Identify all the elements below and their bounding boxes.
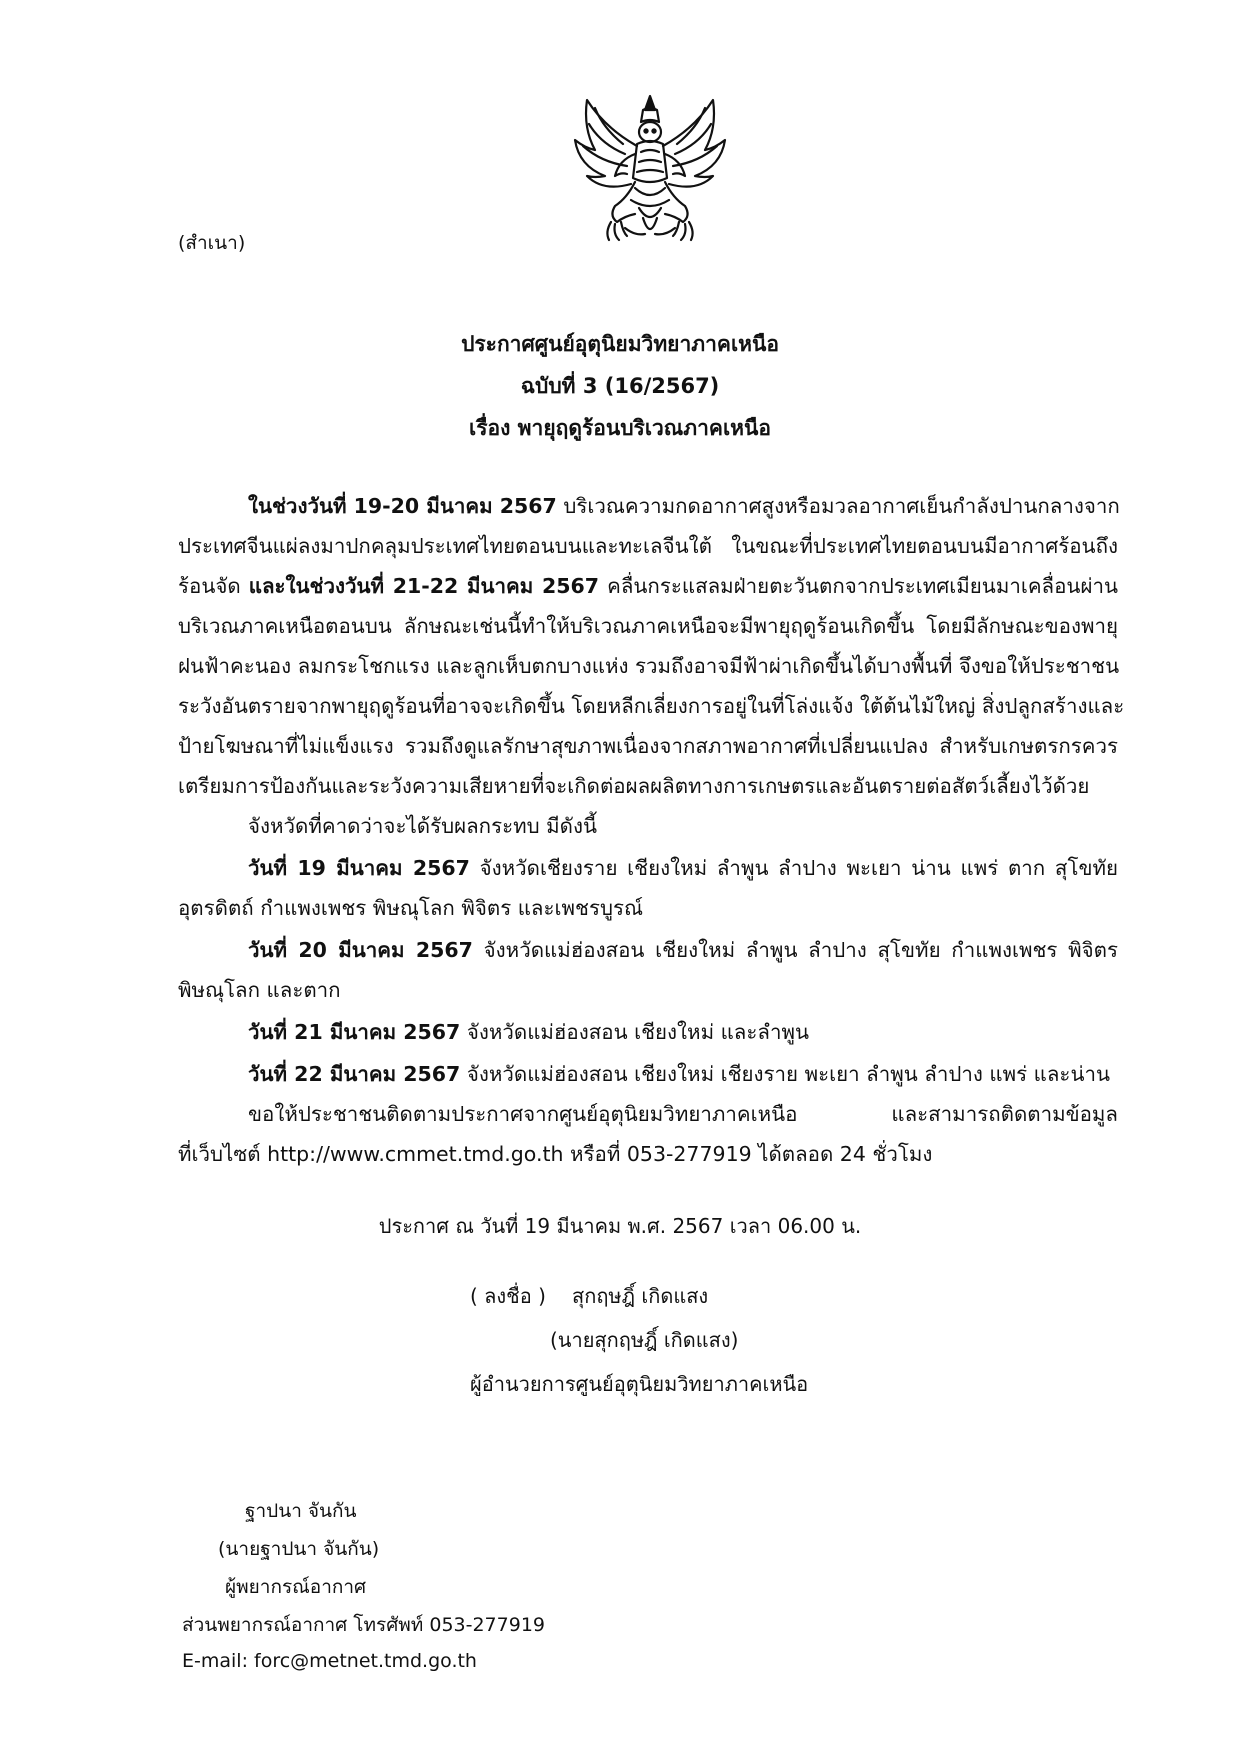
contact-email: E-mail: forc@metnet.tmd.go.th <box>182 1650 477 1672</box>
forecaster-role: ผู้พยากรณ์อากาศ <box>225 1576 367 1598</box>
date-range-bold: และในช่วงวันที่ 21-22 มีนาคม 2567 <box>248 574 600 598</box>
day-22-line <box>248 1058 1118 1091</box>
forecaster-full-name: (นายฐาปนา จันกัน) <box>218 1538 380 1560</box>
body-line: ฝนฟ้าคะนอง ลมกระโชกแรง และลูกเห็บตกบางแห่ง รวมถึงอาจมีฟ้าผ่าเกิดขึ้นได้บางพื้นที่ จึงขอให้ประชาชน <box>178 654 1120 678</box>
follow-notice: ขอให้ประชาชนติดตามประกาศจากศูนย์อุตุนิยมวิทยาภาคเหนือ และสามารถติดตามข้อมูล <box>248 1102 1118 1126</box>
date-range-bold: ในช่วงวันที่ 19-20 มีนาคม 2567 <box>248 494 557 518</box>
body-line: บริเวณภาคเหนือตอนบน ลักษณะเช่นนี้ทำให้บริเวณภาคเหนือจะมีพายุฤดูร้อนเกิดขึ้น โดยมีลักษณะของพายุ <box>178 614 1118 638</box>
day-20-line <box>248 934 1118 967</box>
announce-date: ประกาศ ณ วันที่ 19 มีนาคม พ.ศ. 2567 เวลา 06.00 น. <box>378 1214 862 1238</box>
website-line: ที่เว็บไซต์ http://www.cmmet.tmd.go.th หรือที่ 053-277919 ได้ตลอด 24 ชั่วโมง <box>178 1142 933 1166</box>
signed-name: สุกฤษฎิ์ เกิดแสง <box>572 1284 709 1308</box>
copy-mark: (สำเนา) <box>178 232 246 254</box>
forecaster-name: ฐาปนา จันกัน <box>245 1500 357 1522</box>
day-21-provinces: จังหวัดแม่ฮ่องสอน เชียงใหม่ และลำพูน <box>460 1020 809 1044</box>
day-22-label: วันที่ 22 มีนาคม 2567 <box>248 1062 461 1086</box>
body-text: คลื่นกระแสลมฝ่ายตะวันตกจากประเทศเมียนมาเคลื่อนผ่าน <box>599 574 1118 598</box>
provinces-intro: จังหวัดที่คาดว่าจะได้รับผลกระทบ มีดังนี้ <box>248 814 598 838</box>
day-19-provinces: จังหวัดเชียงราย เชียงใหม่ ลำพูน ลำปาง พะเยา น่าน แพร่ ตาก สุโขทัย <box>469 856 1118 880</box>
department-phone: ส่วนพยากรณ์อากาศ โทรศัพท์ 053-277919 <box>182 1614 546 1636</box>
signer-full-name: (นายสุกฤษฎิ์ เกิดแสง) <box>550 1328 739 1352</box>
body-line <box>178 570 1118 603</box>
announcement-subject: เรื่อง พายุฤดูร้อนบริเวณภาคเหนือ <box>469 416 771 440</box>
body-line: ประเทศจีนแผ่ลงมาปกคลุมประเทศไทยตอนบนและทะเลจีนใต้ ในขณะที่ประเทศไทยตอนบนมีอากาศร้อนถึง <box>178 534 1118 558</box>
announcement-title: ประกาศศูนย์อุตุนิยมวิทยาภาคเหนือ <box>461 332 779 356</box>
body-line: เตรียมการป้องกันและระวังความเสียหายที่จะเกิดต่อผลผลิตทางการเกษตรและอันตรายต่อสัตว์เลี้ยงไว้ด้วย <box>178 774 1090 798</box>
day-19-line-2: อุตรดิตถ์ กำแพงเพชร พิษณุโลก พิจิตร และเพชรบูรณ์ <box>178 896 643 920</box>
garuda-emblem <box>565 88 735 258</box>
day-20-label: วันที่ 20 มีนาคม 2567 <box>248 938 473 962</box>
day-22-provinces: จังหวัดแม่ฮ่องสอน เชียงใหม่ เชียงราย พะเยา ลำพูน ลำปาง แพร่ และน่าน <box>460 1062 1110 1086</box>
day-20-provinces: จังหวัดแม่ฮ่องสอน เชียงใหม่ ลำพูน ลำปาง สุโขทัย กำแพงเพชร พิจิตร <box>472 938 1118 962</box>
body-text: บริเวณความกดอากาศสูงหรือมวลอากาศเย็นกำลังปานกลางจาก <box>556 494 1120 518</box>
body-line: ระวังอันตรายจากพายุฤดูร้อนที่อาจจะเกิดขึ้น โดยหลีกเลี่ยงการอยู่ในที่โล่งแจ้ง ใต้ต้นไม้ใหญ่ สิ่งปลูกสร้างและ <box>178 694 1125 718</box>
announcement-number: ฉบับที่ 3 (16/2567) <box>520 374 720 398</box>
day-21-label: วันที่ 21 มีนาคม 2567 <box>248 1020 461 1044</box>
day-19-line <box>248 852 1118 885</box>
signed-label: ( ลงชื่อ ) <box>470 1284 546 1308</box>
day-19-label: วันที่ 19 มีนาคม 2567 <box>248 856 470 880</box>
day-20-line-2: พิษณุโลก และตาก <box>178 978 341 1002</box>
body-line <box>248 490 1118 523</box>
day-21-line <box>248 1016 1118 1049</box>
signer-position: ผู้อำนวยการศูนย์อุตุนิยมวิทยาภาคเหนือ <box>470 1372 809 1396</box>
body-text: ร้อนจัด <box>178 574 249 598</box>
body-line: ป้ายโฆษณาที่ไม่แข็งแรง รวมถึงดูแลรักษาสุขภาพเนื่องจากสภาพอากาศที่เปลี่ยนแปลง สำหรับเกษตรกรควร <box>178 734 1118 758</box>
